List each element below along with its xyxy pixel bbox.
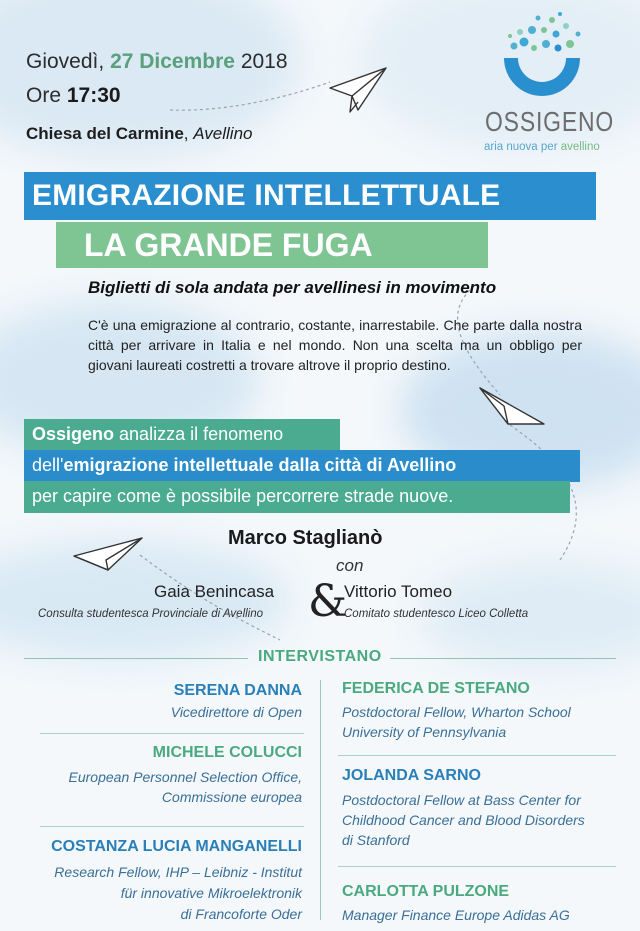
divider [338, 866, 616, 867]
interviewer-role: Manager Finance Europe Adidas AG [342, 907, 570, 923]
interviewer-role: Childhood Cancer and Blood Disorders [342, 812, 585, 828]
interviewer-name: FEDERICA DE STEFANO [342, 680, 530, 697]
guest-left-role: Consulta studentesca Provinciale di Avellino [38, 608, 264, 620]
divider [40, 733, 304, 734]
interviewer-name: MICHELE COLUCCI [152, 744, 302, 761]
interviewer-name: CARLOTTA PULZONE [342, 883, 510, 900]
title-line-2: LA GRANDE FUGA [84, 227, 373, 263]
divider [40, 826, 304, 827]
interviewer-name: JOLANDA SARNO [342, 767, 481, 784]
paper-plane-icon [72, 536, 144, 576]
paper-plane-icon [478, 384, 546, 432]
ampersand: & [308, 576, 348, 627]
guest-right-role: Comitato studentesco Liceo Colletta [344, 608, 529, 620]
interviewer-role: Postdoctoral Fellow at Bass Center for [342, 792, 581, 808]
interviewer-role: di Francoforte Oder [180, 906, 302, 922]
main-speaker: Marco Staglianò [228, 527, 383, 549]
divider [24, 658, 248, 659]
title-band-2 [56, 222, 488, 268]
divider [338, 755, 616, 756]
divider [390, 658, 616, 659]
interviewer-role: European Personnel Selection Office, [68, 769, 302, 785]
event-place: Chiesa del Carmine, Avellino [26, 124, 253, 143]
ossigeno-logo-icon [494, 8, 590, 104]
highlight-line-3: per capire come è possibile percorrere strade nuove. [24, 481, 570, 513]
event-time: Ore 17:30 [26, 84, 121, 107]
interviewer-role: für innovative Mikroelektronik [120, 885, 302, 901]
paper-plane-icon [328, 66, 388, 114]
logo-tagline: aria nuova per avellino [484, 141, 600, 153]
title-line-1: EMIGRAZIONE INTELLETTUALE [32, 179, 501, 212]
with-label: con [336, 556, 364, 575]
column-divider [320, 680, 321, 920]
interviewer-role: Vicedirettore di Open [170, 704, 302, 720]
interviewer-name: COSTANZA LUCIA MANGANELLI [51, 838, 302, 855]
guest-right-name: Vittorio Tomeo [344, 582, 453, 601]
event-date: Giovedì, 27 Dicembre 2018 [26, 50, 288, 73]
interviewer-role: Commissione europea [161, 789, 302, 805]
guest-left-name: Gaia Benincasa [154, 582, 275, 601]
logo-wordmark: OSSIGENO [485, 106, 615, 137]
highlight-line-1: Ossigeno analizza il fenomeno [24, 419, 340, 451]
interviewer-role: Research Fellow, IHP – Leibniz - Institut [54, 864, 302, 880]
interviewer-role: Postdoctoral Fellow, Wharton School [342, 704, 571, 720]
interviewer-name: SERENA DANNA [173, 682, 302, 699]
interviewers-heading: INTERVISTANO [258, 648, 382, 665]
title-band-1 [24, 172, 596, 220]
highlight-line-2: dell'emigrazione intellettuale dalla città di Avellino [24, 450, 580, 482]
interviewer-role: University of Pennsylvania [342, 724, 507, 740]
intro-paragraph: C'è una emigrazione al contrario, costante, inarrestabile. Che parte dalla nostra città per arrivare in Italia e nel mondo. Non una scelta ma un obbligo per giovani laureati costretti a trovare altrove il proprio destino. [88, 317, 582, 373]
interviewer-role: di Stanford [342, 832, 410, 848]
subtitle: Biglietti di sola andata per avellinesi in movimento [88, 278, 497, 297]
